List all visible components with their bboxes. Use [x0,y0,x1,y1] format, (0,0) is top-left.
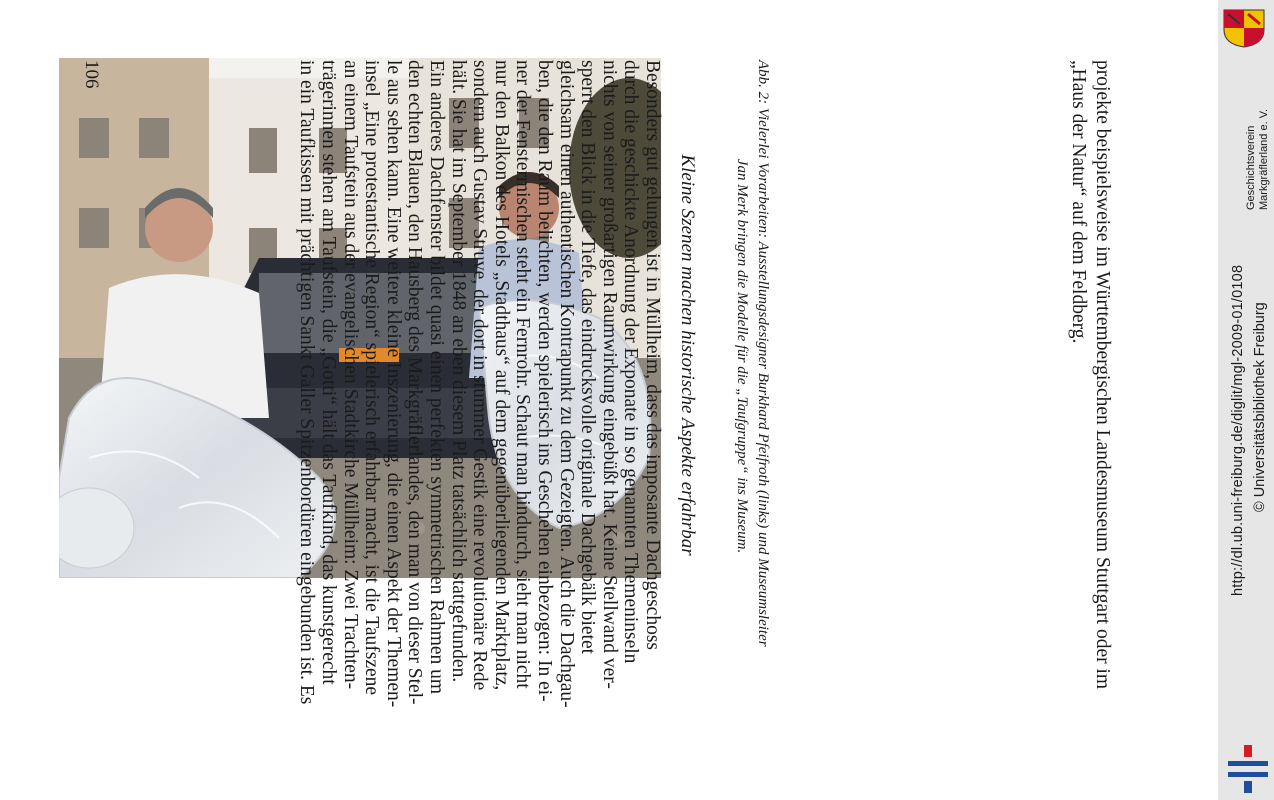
text-line: projekte beispielsweise im Württembergischen Landesmuseum Stuttgart oder im [1092,60,1113,690]
body-text-line: nichts von seiner großartigen Raumwirkung eingebüßt hat. Keine Stellwand ver- [598,60,620,689]
body-text-line: den echten Blauen, den Hausberg des Markgräflerlandes, den man von dieser Stel- [404,60,426,705]
text-line: „Haus der Natur“ auf dem Feldberg. [1068,60,1089,344]
page-number: 106 [81,60,102,89]
coat-of-arms-icon [1222,8,1266,48]
source-url: http://dl.ub.uni-freiburg.de/diglit/mgl-2009-01/0108 [1230,264,1246,596]
body-text-line: le aus sehen kann. Eine weitere kleine Inszenierung, die einen Aspekt der Themen- [382,60,404,708]
body-text-line: Ein anderes Dachfenster bildet quasi einen perfekten symmetrischen Rahmen um [426,60,447,695]
library-logo-icon [1228,745,1268,793]
body-text-line: durch die geschickte Anordnung der Exponate in so genannten Themeninseln [620,60,642,664]
body-text-line: sondern auch Gustav Struve, der dort in stummer Gestik eine revolutionäre Rede [469,60,491,691]
body-text-line: gleichsam einen authentischen Kontrapunkt zu dem Gezeigten. Auch die Dachgau- [555,60,577,708]
section-heading: Kleine Szenen machen historische Aspekte erfahrbar [677,154,698,556]
body-text-line: sperrt den Blick in die Tiefe, das eindrucksvolle originale Dachgebälk bietet [577,60,599,655]
body-text-line: Besonders gut gelungen ist in Müllheim, dass das imposante Dachgeschoss [642,60,663,650]
body-text-line: trägerinnen stehen am Taufstein, die „Gotti“ hält das Taufkind, das kunstgerecht [318,60,339,685]
body-text-line: ben, die den Raum belichten, werden spielerisch ins Geschehen einbezogen: In ei- [534,60,555,702]
figure-caption-line: Abb. 2: Vielerlei Vorarbeiten: Ausstellungsdesigner Burkhard Pfeifroth (links) und Museumsleiter [755,60,771,647]
body-text-line: an einem Taufstein aus der evangelischen Stadtkirche Müllheim: Zwei Trachten- [339,60,361,690]
body-text-line: insel „Eine protestantische Region“ spielerisch erfahrbar macht, ist die Taufszene [361,60,383,696]
body-text-line: hält. Sie hat im September 1848 an eben diesem Platz tatsächlich stattgefunden. [447,60,469,683]
body-text-line: ner der Fenstermischen steht ein Fernrohr. Schaut man hindurch, sieht man nicht [512,60,534,689]
society-name-line: Geschichtsverein [1245,125,1257,210]
figure-caption-line: Jan Merk bringen die Modelle für die „Taufgruppe“ ins Museum. [734,158,750,554]
body-text-line: nur den Balkon des Hotels „Stadthaus“ auf dem gegenüberliegenden Marktplatz, [490,60,512,691]
copyright-notice: © Universitätsbibliothek Freiburg [1252,302,1268,512]
body-text-line: in ein Taufkissen mit prächtigen Sankt Galler Spitzenbordüren eingebunden ist. Es [296,60,318,705]
society-name-line: Markgräflerland e. V. [1258,108,1270,210]
